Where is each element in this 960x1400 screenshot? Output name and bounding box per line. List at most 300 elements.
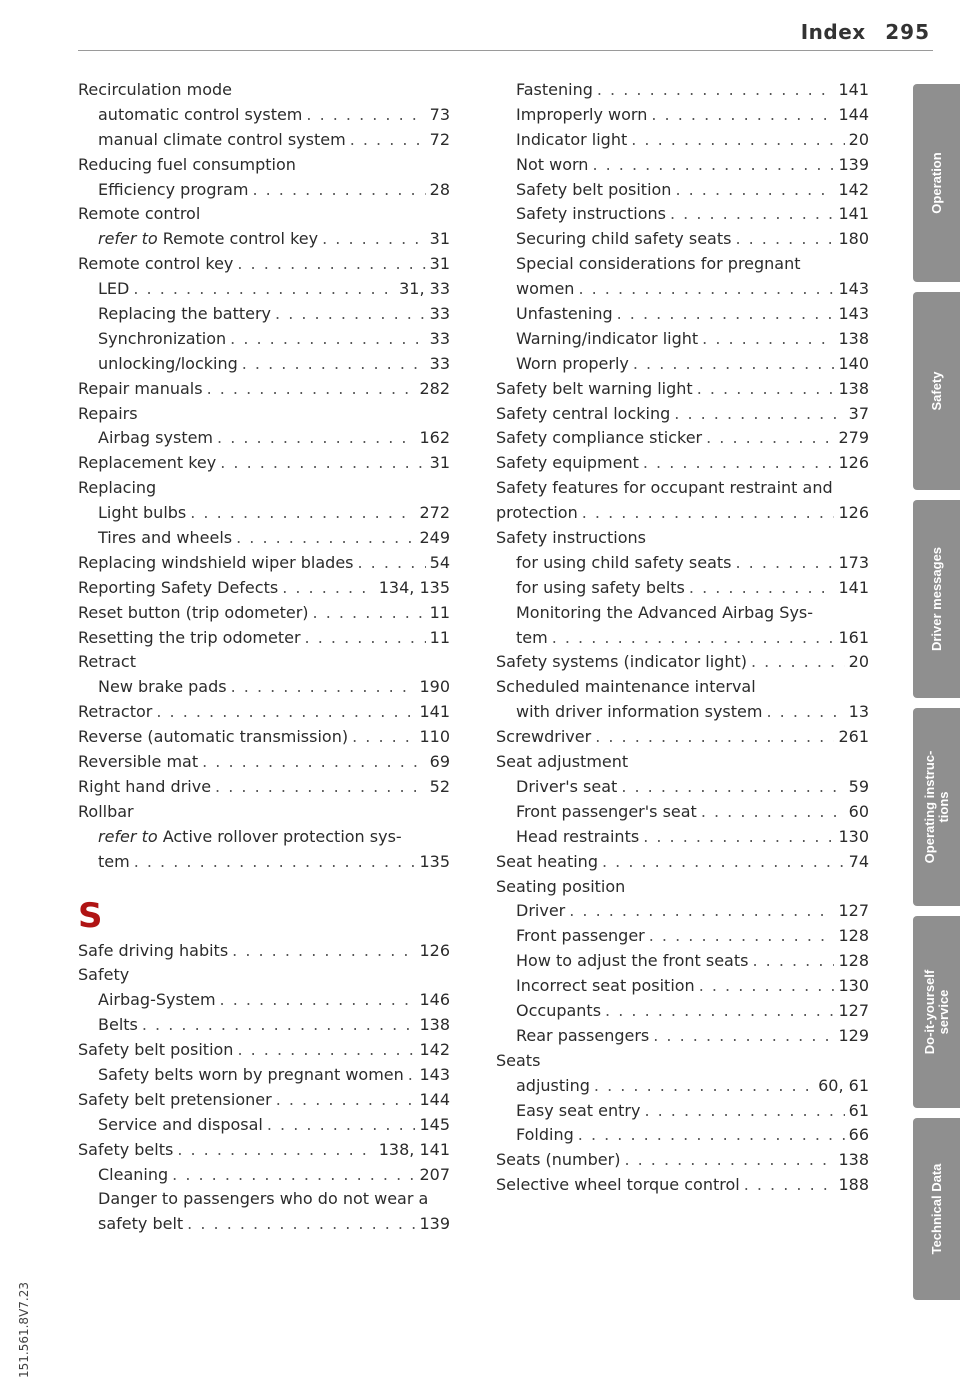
dot-leader (237, 252, 425, 277)
index-entry-term: Driver (516, 901, 566, 921)
index-entry-term: New brake pads (98, 677, 227, 697)
index-entry-page[interactable]: 134, 135 (378, 577, 450, 597)
tab-label: Operating instruc- tions (921, 750, 951, 864)
index-entry-page[interactable]: 138 (838, 378, 869, 398)
dot-leader (592, 153, 834, 178)
index-entry (496, 128, 869, 153)
dot-leader (621, 775, 844, 800)
index-entry (78, 178, 450, 203)
index-entry-term: adjusting (516, 1075, 590, 1095)
index-entry-term: Folding (516, 1125, 574, 1145)
dot-leader (190, 501, 415, 526)
index-entry-page[interactable]: 110 (419, 727, 450, 747)
index-entry-term: Resetting the trip odometer (78, 627, 301, 647)
index-entry-page[interactable]: 141 (419, 702, 450, 722)
dot-leader (252, 178, 425, 203)
index-entry-term: Airbag system (98, 428, 214, 448)
dot-leader (702, 327, 834, 352)
dot-leader (675, 178, 834, 203)
index-entry-term: tem (516, 627, 548, 647)
dot-leader (697, 377, 835, 402)
index-entry-page[interactable]: 138, 141 (378, 1139, 450, 1159)
dot-leader (617, 302, 835, 327)
dot-leader (156, 700, 415, 725)
index-entry-term: Occupants (516, 1000, 602, 1020)
index-entry (496, 601, 869, 626)
index-entry (78, 551, 450, 576)
index-entry (496, 1074, 869, 1099)
index-entry-page[interactable]: 126 (838, 503, 869, 523)
index-entry-term: Safe driving habits (78, 940, 229, 960)
index-entry (496, 426, 869, 451)
dot-leader (631, 128, 844, 153)
index-entry-page[interactable]: 145 (419, 1114, 450, 1134)
index-entry-term: Retractor (78, 702, 153, 722)
index-entry-term: Not worn (516, 154, 589, 174)
dot-leader (552, 626, 835, 651)
index-entry (496, 825, 869, 850)
index-entry (496, 227, 869, 252)
index-entry-page[interactable]: 161 (838, 627, 869, 647)
index-entry (78, 526, 450, 551)
index-entry (496, 725, 869, 750)
index-entry-term: Safety belt position (78, 1040, 234, 1060)
index-entry-page[interactable]: 52 (429, 776, 450, 796)
index-entry-page[interactable]: 162 (419, 428, 450, 448)
dot-leader (306, 103, 425, 128)
index-entry (496, 576, 869, 601)
index-entry-page[interactable]: 135 (419, 851, 450, 871)
index-entry-term: Easy seat entry (516, 1100, 641, 1120)
index-entry (496, 202, 869, 227)
index-entry (496, 476, 869, 501)
index-entry-term: Seats (496, 1050, 541, 1070)
index-entry-term: automatic control system (98, 104, 303, 124)
index-entry-term: Driver's seat (516, 776, 618, 796)
index-entry-term: Right hand drive (78, 776, 212, 796)
index-entry-page[interactable]: 143 (838, 304, 869, 324)
index-entry-term: Replacement key (78, 453, 217, 473)
index-entry-page[interactable]: 128 (838, 951, 869, 971)
index-entry-page[interactable]: 190 (419, 677, 450, 697)
index-entry (496, 924, 869, 949)
index-entry (78, 78, 450, 103)
index-entry-term: Reverse (automatic transmission) (78, 727, 349, 747)
index-entry (78, 675, 450, 700)
index-entry-term: Warning/indicator light (516, 328, 699, 348)
index-entry-page[interactable]: 188 (838, 1175, 869, 1195)
dot-leader (766, 700, 844, 725)
index-entry (496, 302, 869, 327)
dot-leader (736, 551, 835, 576)
index-entry-term: for using child safety seats (516, 552, 732, 572)
index-entry-term: Seat adjustment (496, 752, 629, 772)
tab-operation[interactable] (913, 84, 960, 282)
index-entry (496, 252, 869, 277)
dot-leader (706, 426, 834, 451)
index-entry (78, 1013, 450, 1038)
index-entry-page[interactable]: 207 (419, 1164, 450, 1184)
index-entry (78, 1163, 450, 1188)
index-entry-term: Safety features for occupant restraint and (496, 478, 833, 498)
dot-leader (643, 825, 834, 850)
index-entry-page[interactable]: 126 (419, 940, 450, 960)
tab-label: Do-it-yourself service (921, 969, 951, 1055)
dot-leader (752, 949, 834, 974)
index-entry-page[interactable]: 37 (848, 403, 869, 423)
index-entry-term: Replacing windshield wiper blades (78, 552, 354, 572)
index-entry-term: Scheduled maintenance interval (496, 677, 756, 697)
dot-leader (350, 128, 426, 153)
index-entry (496, 78, 869, 103)
index-entry-term: Improperly worn (516, 104, 648, 124)
index-entry (78, 576, 450, 601)
index-entry-term: Safety central locking (496, 403, 671, 423)
index-entry (78, 1088, 450, 1113)
index-entry-page[interactable]: 140 (838, 353, 869, 373)
index-entry-term: Selective wheel torque control (496, 1175, 740, 1195)
index-entry-term: Reset button (trip odometer) (78, 602, 309, 622)
index-entry (496, 1148, 869, 1173)
index-entry (496, 551, 869, 576)
index-entry (496, 526, 869, 551)
index-entry-page[interactable]: 139 (419, 1214, 450, 1234)
index-entry-term: Safety equipment (496, 453, 639, 473)
index-entry (496, 153, 869, 178)
document-code: 151.561.8V7.23 (17, 1282, 31, 1378)
index-entry (496, 1173, 869, 1198)
index-column-left (78, 78, 450, 1237)
index-entry-page[interactable]: 11 (429, 602, 450, 622)
index-entry (78, 227, 450, 252)
tab-operating-instructions[interactable] (913, 708, 960, 906)
index-entry-page[interactable]: 141 (838, 577, 869, 597)
dot-leader (133, 277, 395, 302)
index-entry-page[interactable]: 31 (429, 453, 450, 473)
index-entry-page[interactable]: 20 (848, 129, 869, 149)
index-entry-page[interactable]: 282 (419, 378, 450, 398)
index-entry-page[interactable]: 130 (838, 826, 869, 846)
index-entry-term: Safety instructions (516, 204, 666, 224)
index-entry-page[interactable]: 31 (429, 229, 450, 249)
index-entry-term: Head restraints (516, 826, 640, 846)
index-entry-page[interactable]: 73 (429, 104, 450, 124)
index-entry-term: Remote control (78, 204, 201, 224)
index-entry-term: Repair manuals (78, 378, 203, 398)
index-entry-page[interactable]: 129 (838, 1025, 869, 1045)
tab-driver-messages[interactable] (913, 500, 960, 698)
index-entry (78, 626, 450, 651)
index-entry-page[interactable]: 69 (429, 752, 450, 772)
dot-leader (644, 1099, 844, 1124)
index-entry-term: Safety belt warning light (496, 378, 693, 398)
index-entry (496, 402, 869, 427)
index-entry (78, 650, 450, 675)
index-entry-term: Synchronization (98, 328, 227, 348)
index-entry-page[interactable]: 143 (838, 279, 869, 299)
index-entry-term: LED (98, 279, 130, 299)
dot-leader (643, 451, 835, 476)
dot-leader (578, 1123, 845, 1148)
index-entry-term: Safety (78, 965, 130, 985)
index-entry (496, 949, 869, 974)
index-entry-page[interactable]: 180 (838, 229, 869, 249)
index-entry-term (98, 227, 318, 252)
header-rule (78, 50, 933, 51)
page-number: 295 (885, 20, 930, 44)
index-entry-term: Front passenger's seat (516, 801, 697, 821)
index-entry-page[interactable]: 128 (838, 926, 869, 946)
index-entry (496, 675, 869, 700)
index-entry-term: Safety instructions (496, 528, 646, 548)
dot-leader (215, 775, 426, 800)
index-entry-term: Unfastening (516, 304, 613, 324)
dot-leader (670, 202, 834, 227)
dot-leader (578, 277, 834, 302)
index-entry-term (98, 825, 402, 850)
index-entry-page[interactable]: 60 (848, 801, 869, 821)
index-entry-term: Screwdriver (496, 727, 592, 747)
index-entry (78, 988, 450, 1013)
dot-leader (267, 1113, 416, 1138)
index-entry (496, 875, 869, 900)
index-entry-page[interactable]: 141 (838, 80, 869, 99)
cross-reference-target: Remote control key (157, 229, 319, 249)
index-entry (78, 501, 450, 526)
dot-leader (651, 103, 834, 128)
index-entry (496, 899, 869, 924)
index-entry (78, 1113, 450, 1138)
tab-do-it-yourself-service[interactable] (913, 916, 960, 1108)
index-entry-term: Safety belt pretensioner (78, 1089, 272, 1109)
dot-leader (313, 601, 426, 626)
index-entry (78, 327, 450, 352)
dot-leader (177, 1138, 374, 1163)
index-entry-page[interactable]: 31 (429, 254, 450, 274)
cross-reference-target: Active rollover protection sys- (157, 826, 402, 846)
index-entry (496, 999, 869, 1024)
index-entry (78, 825, 450, 850)
index-entry-term: Indicator light (516, 129, 628, 149)
index-entry-term: Airbag-System (98, 990, 216, 1010)
index-letter-heading: S (78, 895, 103, 936)
index-entry (78, 402, 450, 427)
index-entry-term: manual climate control system (98, 129, 346, 149)
index-entry (78, 725, 450, 750)
index-entry-page[interactable]: 72 (429, 129, 450, 149)
dot-leader (217, 426, 415, 451)
index-entry-page[interactable]: 127 (838, 901, 869, 921)
dot-leader (653, 1024, 834, 1049)
tab-label: Technical Data (928, 1163, 944, 1255)
dot-leader (187, 1212, 415, 1237)
index-entry (78, 1212, 450, 1237)
index-entry (78, 1038, 450, 1063)
index-entry-page[interactable]: 279 (838, 428, 869, 448)
index-entry-term: Safety systems (indicator light) (496, 652, 747, 672)
index-entry-term: Safety compliance sticker (496, 428, 703, 448)
index-entry (496, 700, 869, 725)
dot-leader (735, 227, 834, 252)
index-entry-term: Cleaning (98, 1164, 169, 1184)
index-entry (78, 103, 450, 128)
dot-leader (649, 924, 835, 949)
index-entry-term: Monitoring the Advanced Airbag Sys- (516, 602, 814, 622)
dot-leader (689, 576, 835, 601)
page-header (801, 20, 930, 44)
dot-leader (605, 999, 834, 1024)
index-entry (78, 352, 450, 377)
index-entry-term: Recirculation mode (78, 80, 233, 99)
tab-safety[interactable] (913, 292, 960, 490)
index-entry-term: Securing child safety seats (516, 229, 732, 249)
index-entry-page[interactable]: 54 (429, 552, 450, 572)
dot-leader (569, 899, 834, 924)
index-entry (78, 1187, 450, 1212)
index-entry-page[interactable]: 144 (838, 104, 869, 124)
index-entry-page[interactable]: 141 (838, 204, 869, 224)
index-entry (496, 352, 869, 377)
index-entry-page[interactable]: 146 (419, 990, 450, 1010)
index-entry-page[interactable]: 138 (419, 1015, 450, 1035)
index-entry-page[interactable]: 66 (848, 1125, 869, 1145)
index-entry-term: Replacing (78, 478, 157, 498)
index-entry-term: Repairs (78, 403, 138, 423)
dot-leader (602, 850, 845, 875)
dot-leader (282, 576, 375, 601)
index-entry-page[interactable]: 142 (419, 1040, 450, 1060)
dot-leader (595, 725, 834, 750)
index-entry (496, 800, 869, 825)
index-entry-term: Tires and wheels (98, 528, 233, 548)
index-entry-term: Safety belt position (516, 179, 672, 199)
dot-leader (305, 626, 426, 651)
dot-leader (744, 1173, 835, 1198)
dot-leader (230, 327, 425, 352)
index-entry-term: Belts (98, 1015, 138, 1035)
index-entry (78, 601, 450, 626)
index-entry-page[interactable]: 33 (429, 304, 450, 324)
dot-leader (408, 1063, 416, 1088)
index-entry-page[interactable]: 144 (419, 1089, 450, 1109)
index-entry (78, 128, 450, 153)
index-entry-page[interactable]: 130 (838, 976, 869, 996)
index-entry (78, 277, 450, 302)
index-entry (78, 775, 450, 800)
index-entry-page[interactable]: 173 (838, 552, 869, 572)
index-entry-page[interactable]: 20 (848, 652, 869, 672)
index-entry-term: with driver information system (516, 702, 763, 722)
index-entry-page[interactable]: 272 (419, 503, 450, 523)
index-entry (78, 700, 450, 725)
index-entry-page[interactable]: 11 (429, 627, 450, 647)
index-entry-page[interactable]: 261 (838, 727, 869, 747)
index-entry-term: Reducing fuel consumption (78, 154, 296, 174)
index-entry-term: Danger to passengers who do not wear a (98, 1189, 429, 1209)
index-entry (496, 451, 869, 476)
index-entry-page[interactable]: 13 (848, 702, 869, 722)
index-entry (496, 1099, 869, 1124)
index-entry-term: Incorrect seat position (516, 976, 695, 996)
index-entry-term: How to adjust the front seats (516, 951, 749, 971)
index-entry-page[interactable]: 33 (429, 328, 450, 348)
index-entry-term: protection (496, 503, 578, 523)
dot-leader (172, 1163, 415, 1188)
dot-leader (633, 352, 835, 377)
index-entry-page[interactable]: 126 (838, 453, 869, 473)
index-entry-page[interactable]: 33 (429, 353, 450, 373)
index-entry-page[interactable]: 28 (429, 179, 450, 199)
index-entry-term: Seats (number) (496, 1150, 621, 1170)
dot-leader (624, 1148, 834, 1173)
index-entry-term: Fastening (516, 80, 593, 99)
dot-leader (242, 352, 426, 377)
index-entry-term: women (516, 279, 575, 299)
index-entry-page[interactable]: 127 (838, 1000, 869, 1020)
index-entry (78, 377, 450, 402)
index-entry (78, 153, 450, 178)
dot-leader (275, 302, 426, 327)
index-entry (496, 327, 869, 352)
index-entry-term: tem (98, 851, 130, 871)
index-entry (78, 750, 450, 775)
index-entry (78, 1063, 450, 1088)
dot-leader (597, 78, 835, 103)
index-entry-page[interactable]: 143 (419, 1064, 450, 1084)
dot-leader (220, 988, 416, 1013)
index-entry-page[interactable]: 59 (848, 776, 869, 796)
index-entry (496, 775, 869, 800)
index-entry-term: for using safety belts (516, 577, 685, 597)
index-entry (496, 1024, 869, 1049)
section-title: Index (800, 20, 866, 44)
dot-leader (134, 850, 416, 875)
dot-leader (207, 377, 416, 402)
tab-label: Driver messages (928, 546, 944, 652)
dot-leader (232, 939, 415, 964)
index-entry-term: Replacing the battery (98, 304, 272, 324)
index-entry (496, 850, 869, 875)
index-entry (78, 426, 450, 451)
index-column-right (496, 78, 869, 1198)
index-entry-page[interactable]: 60, 61 (818, 1075, 869, 1095)
dot-leader (142, 1013, 416, 1038)
tab-technical-data[interactable] (913, 1118, 960, 1300)
dot-leader (594, 1074, 814, 1099)
index-entry-page[interactable]: 61 (848, 1100, 869, 1120)
dot-leader (699, 974, 835, 999)
index-entry-term: unlocking/locking (98, 353, 238, 373)
index-entry (78, 963, 450, 988)
index-entry (496, 626, 869, 651)
index-entry-page[interactable]: 74 (848, 851, 869, 871)
index-entry-page[interactable]: 142 (838, 179, 869, 199)
index-entry-term: Safety belts worn by pregnant women (98, 1064, 404, 1084)
index-entry (78, 202, 450, 227)
index-entry-page[interactable]: 138 (838, 1150, 869, 1170)
index-entry-page[interactable]: 31, 33 (399, 279, 450, 299)
index-entry (78, 1138, 450, 1163)
dot-leader (276, 1088, 416, 1113)
index-entry (496, 103, 869, 128)
index-entry-page[interactable]: 139 (838, 154, 869, 174)
index-entry-page[interactable]: 138 (838, 328, 869, 348)
index-entry (78, 451, 450, 476)
dot-leader (231, 675, 416, 700)
index-entry (496, 1049, 869, 1074)
index-entry-page[interactable]: 249 (419, 528, 450, 548)
index-entry-term: safety belt (98, 1214, 184, 1234)
